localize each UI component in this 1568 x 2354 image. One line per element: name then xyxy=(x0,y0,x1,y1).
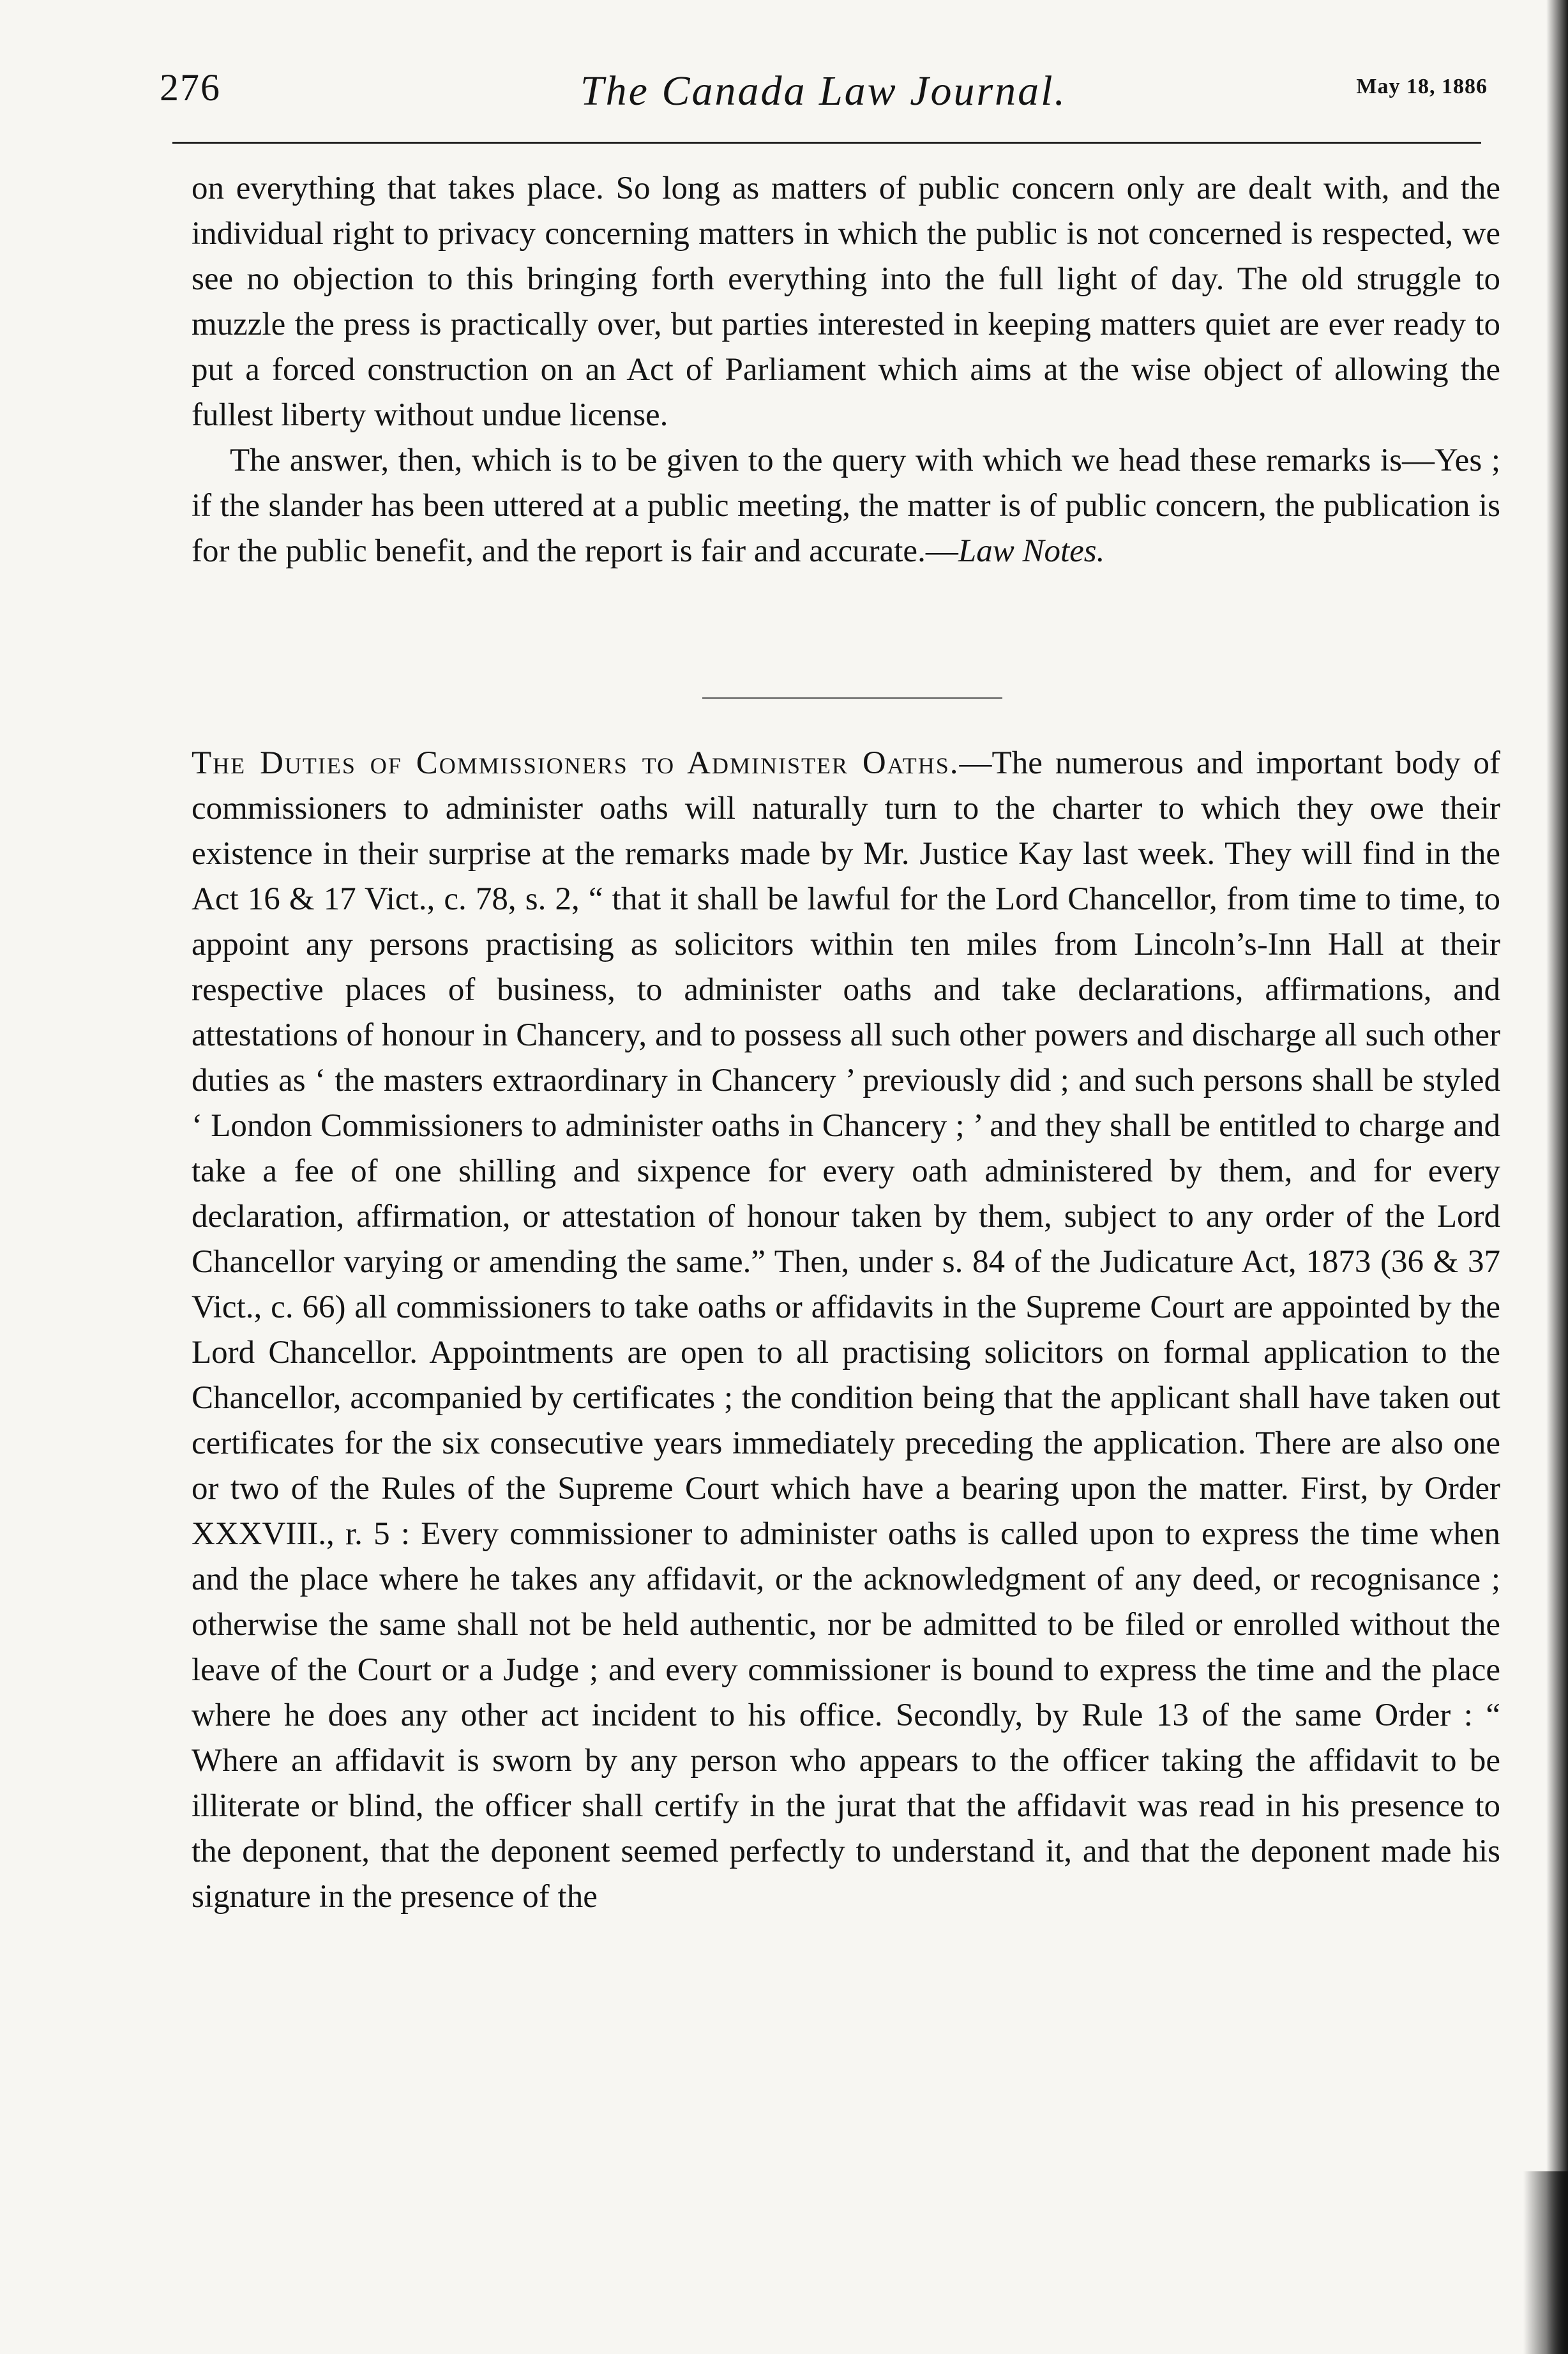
header-rule xyxy=(172,142,1481,144)
article1-paragraph2 xyxy=(192,438,1500,574)
article1-source: Law Notes. xyxy=(958,533,1105,569)
page-header xyxy=(160,61,1488,131)
article2-paragraph xyxy=(192,741,1500,1920)
article2-body: —The numerous and important body of commissioners to administer oaths will naturally turn to the charter to which they owe their existence in their surprise at the remarks made by Mr. Justice Kay last week. They will find in the Act 16 & 17 Vict., c. 78, s. 2, “ that it shall be lawful for the Lord Chancellor, from time to time, to appoint any persons practising as solicitors within ten miles from Lincoln’s-Inn Hall at their respective places of business, to administer oaths and take declarations, affirmations, and attestations of honour in Chancery, and to possess all such other powers and discharge all such other duties as ‘ the masters extraordinary in Chancery ’ previously did ; and such persons shall be styled ‘ London Commissioners to administer oaths in Chancery ; ’ and they shall be entitled to charge and take a fee of one shilling and sixpence for every oath administered by them, and for every declaration, affirmation, or attestation of honour taken by them, subject to any order of the Lord Chancellor varying or amending the same.” Then, under s. 84 of the Judicature Act, 1873 (36 & 37 Vict., c. 66) all commissioners to take oaths or affidavits in the Supreme Court are appointed by the Lord Chancellor. Appointments are open to all practising solicitors on formal application to the Chancellor, accompanied by certificates ; the condition being that the applicant shall have taken out certificates for the six consecutive years immediately preceding the application. There are also one or two of the Rules of the Supreme Court which have a bearing upon the matter. First, by Order XXXVIII., r. 5 : Every commissioner to administer oaths is called upon to express the time when and the place where he takes any affidavit, or the acknowledgment of any deed, or recognisance ; otherwise the same shall not be held authentic, nor be admitted to be filed or enrolled without the leave of the Court or a Judge ; and every commissioner is bound to express the time and the place where he does any other act incident to his office. Secondly, by Rule 13 of the same Order : “ Where an affidavit is sworn by any person who appears to the officer taking the affidavit to be illiterate or blind, the officer shall certify in the jurat that the affidavit was read in his presence to the deponent, that the deponent seemed perfectly to understand it, and that the deponent made his signature in the presence of the xyxy=(192,745,1500,1915)
article-commissioners-oaths xyxy=(192,741,1500,1920)
page-number: 276 xyxy=(160,66,221,109)
journal-title: The Canada Law Journal. xyxy=(580,68,1067,114)
page-edge-shadow xyxy=(1546,0,1568,2354)
section-separator xyxy=(702,697,1002,699)
page-edge-shadow-lower xyxy=(1523,2171,1568,2354)
article2-heading: The Duties of Commissioners to Administer Oaths. xyxy=(192,745,960,781)
article1-paragraph1: on everything that takes place. So long as matters of public concern only are dealt with, and the individual right to privacy concerning matters in which the public is not concerned is respected, we see no objection to this bringing forth everything into the full light of day. The old struggle to muzzle the press is practically over, but parties interested in keeping matters quiet are ever ready to put a forced construction on an Act of Parliament which aims at the wise object of allowing the fullest liberty without undue license. xyxy=(192,171,1500,433)
issue-date: May 18, 1886 xyxy=(1356,75,1488,98)
article-law-notes xyxy=(192,166,1500,574)
article1-paragraph2-text: The answer, then, which is to be given to the query with which we head these remarks is—Yes ; if the slander has been uttered at a public meeting, the matter is of public concern, the publication is for the public benefit, and the report is fair and accurate.— xyxy=(192,443,1500,569)
